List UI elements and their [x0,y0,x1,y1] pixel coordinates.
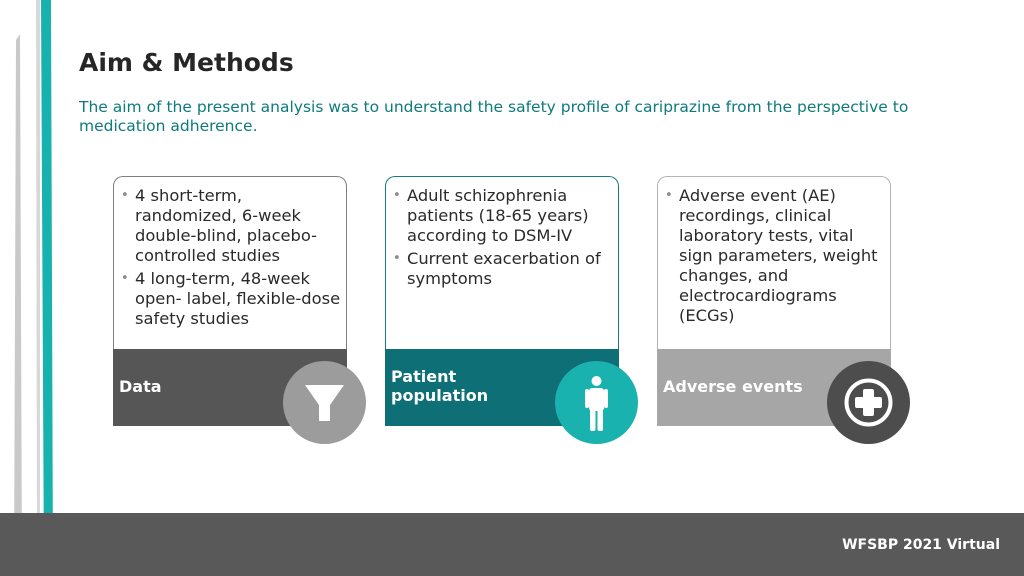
list-item: • 4 long-term, 48-week open- label, flexible-dose safety studies [120,269,342,329]
card-footer-label: Adverse events [663,377,803,396]
footer-bar [0,513,1024,576]
decorative-stripes [0,0,60,576]
card-patient-population [385,176,619,426]
medical-cross-icon [827,361,910,444]
slide-title: Aim & Methods [79,48,294,77]
card-list [664,186,886,326]
card-body [113,176,347,351]
card-footer-label: Data [119,377,162,396]
list-item: • Adult schizophrenia patients (18-65 years) according to DSM-IV [392,186,614,246]
card-body [657,176,891,351]
conference-label: WFSBP 2021 Virtual [842,537,1000,553]
card-data [113,176,347,426]
person-icon [555,361,638,444]
card-list [120,186,342,329]
slide-subtitle: The aim of the present analysis was to understand the safety profile of cariprazine from the perspective to medication adherence. [79,98,909,135]
list-item: • Adverse event (AE) recordings, clinical laboratory tests, vital sign parameters, weight changes, and electrocardiograms (ECGs) [664,186,886,326]
card-list [392,186,614,289]
card-footer-label: Patient population [391,367,489,405]
funnel-icon [283,361,366,444]
list-item: • 4 short-term, randomized, 6-week double-blind, placebo-controlled studies [120,186,342,266]
list-item: • Current exacerbation of symptoms [392,249,614,289]
card-adverse-events [657,176,891,426]
card-body [385,176,619,351]
